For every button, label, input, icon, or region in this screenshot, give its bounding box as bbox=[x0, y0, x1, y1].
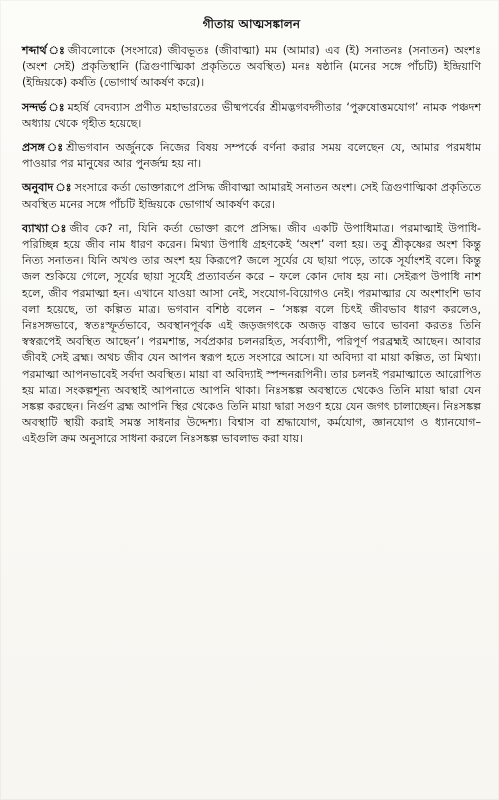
section-word-meaning bbox=[22, 43, 481, 92]
section-label: শব্দার্থ bbox=[22, 44, 47, 57]
section-translation bbox=[22, 180, 481, 212]
section-text: জীবলোকে (সংসারে) জীবভূতঃ (জীবাত্মা) মম (আমার) এব (ই) সনাতনঃ (সনাতন) অংশঃ (অংশ সেই) প্রকৃতিস্থানি (ত্রিগুণাত্মিকা প্রকৃতিতে অবস্থিত) মনঃ ষষ্ঠানি (মনের সঙ্গে পাঁচটি) ইন্দ্রিয়াণি (ইন্দ্রিয়কে) কর্ষতি (ভোগার্থ আকর্ষণ করে)। bbox=[22, 44, 481, 90]
section-separator: ঃ bbox=[46, 141, 64, 155]
page-header: গীতায় আত্মসঙ্কালন bbox=[202, 17, 301, 31]
section-label: সন্দর্ভ bbox=[22, 100, 47, 114]
section-separator: ঃ bbox=[50, 221, 67, 235]
section-explanation bbox=[22, 221, 481, 448]
section-text: জীব কে? না, যিনি কর্তা ভোক্তা রূপে প্রসিদ্ধ। জীব একটি উপাধিমাত্র। পরমাত্মাই উপাধি-পরিচ্ছিন্ন হয়ে জীব নাম ধারণ করেন। মিথ্যা উপাধি গ্রহণকেই ‘অংশ’ বলা হয়। তবু শ্রীকৃষ্ণের অংশ কিন্তু নিত্য সনাতন। যিনি অখণ্ড তার অংশ হয় কিরূপে? জলে সূর্যের যে ছায়া পড়ে, তাকে সূর্যাংশই বলে। কিন্তু জল শুকিয়ে গেলে, সূর্যের ছায়া সূর্যেই প্রত্যাবর্তন করে – ফলে কোন দোষ হয় না। সেইরূপ উপাধি নাশ হলে, জীব পরমাত্মা হন। এখানে যাওয়া আসা নেই, সংযোগ-বিয়োগও নেই। পরমাত্মার যে অংশাংশি ভাব বলা হয়েছে, তা কল্পিত মাত্র। ভগবান বশিষ্ঠ বলেন – ‘সঙ্কল্প বলে চিৎই জীবভাব ধারণ করলেও, নিঃসঙ্গভাবে, স্বতঃস্ফূর্তভাবে, অবস্থানপূর্বক এই জড়জগৎকে অজড় বাস্তব ভাবে ভাবনা করতঃ তিনি স্বস্বরূপেই অবস্থিত আছেন’। পরমশান্ত, সর্বপ্রকার চলনরহিত, সর্বব্যাপী, পরিপূর্ণ পরব্রহ্মই আছেন। আবার জীবই সেই ব্রহ্ম। অথচ জীব যেন আপন স্বরূপ হতে সংসারে আসে। যা অবিদ্যা বা মায়া কল্পিত, তা মিথ্যা। পরমাত্মা আপনভাবেই সর্বদা অবস্থিত। মায়া বা অবিদ্যাই স্পন্দনরূপিনী। তার চলনই পরমাত্মাতে আরোপিত হয় মাত্র। সংকল্পশূন্য অবস্থাই আপনাতে আপনি থাকা। নিঃসঙ্কল্প অবস্থাতে থেকেও তিনি মায়া দ্বারা যেন সঙ্কল্প করছেন। নির্গুণ ব্রহ্ম আপনি স্থির থেকেও তিনি মায়া দ্বারা সগুণ হয়ে যেন জগৎ চালাচ্ছেন। নিঃসঙ্কল্প অবস্থাটি স্থায়ী করাই সমস্ত সাধনার উদ্দেশ্য। বিশ্বাস বা শ্রদ্ধাযোগ, কর্মযোগ, জ্ঞানযোগ ও ধ্যানযোগ– এইগুলি ক্রম অনুসারে সাধনা করলে নিঃসঙ্কল্প ভাবলাভ করা যায়। bbox=[22, 221, 481, 446]
section-text: শ্রীভগবান অর্জুনকে নিজের বিষয় সম্পর্কে বর্ণনা করার সময় বলেছেন যে, আমার পরমধাম পাওয়ার পর মানুষের আর পুনর্জন্ম হয় না। bbox=[22, 141, 481, 171]
section-reference bbox=[22, 100, 481, 132]
section-separator: ঃ bbox=[48, 100, 65, 114]
section-label: ব্যাখ্যা bbox=[22, 221, 49, 235]
section-text: মহর্ষি বেদব্যাস প্রণীত মহাভারতের ভীষ্মপর্বের শ্রীমদ্ভগবদ্গীতার ‘পুরুষোত্তমযোগ’ নামক পঞ্চদশ অধ্যায় থেকে গৃহীত হয়েছে। bbox=[22, 100, 481, 130]
section-text: সংসারে কর্তা ভোক্তারূপে প্রসিদ্ধ জীবাত্মা আমারই সনাতন অংশ। সেই ত্রিগুণাত্মিকা প্রকৃতিতে অবস্থিত মনের সঙ্গে পাঁচটি ইন্দ্রিয়কে ভোগার্থ আকর্ষণ করে। bbox=[22, 181, 481, 211]
section-context bbox=[22, 140, 481, 172]
section-label: অনুবাদ bbox=[22, 181, 54, 195]
section-label: প্রসঙ্গ bbox=[22, 141, 45, 155]
section-separator: ঃ bbox=[55, 181, 72, 195]
section-separator: ঃ bbox=[48, 44, 65, 57]
